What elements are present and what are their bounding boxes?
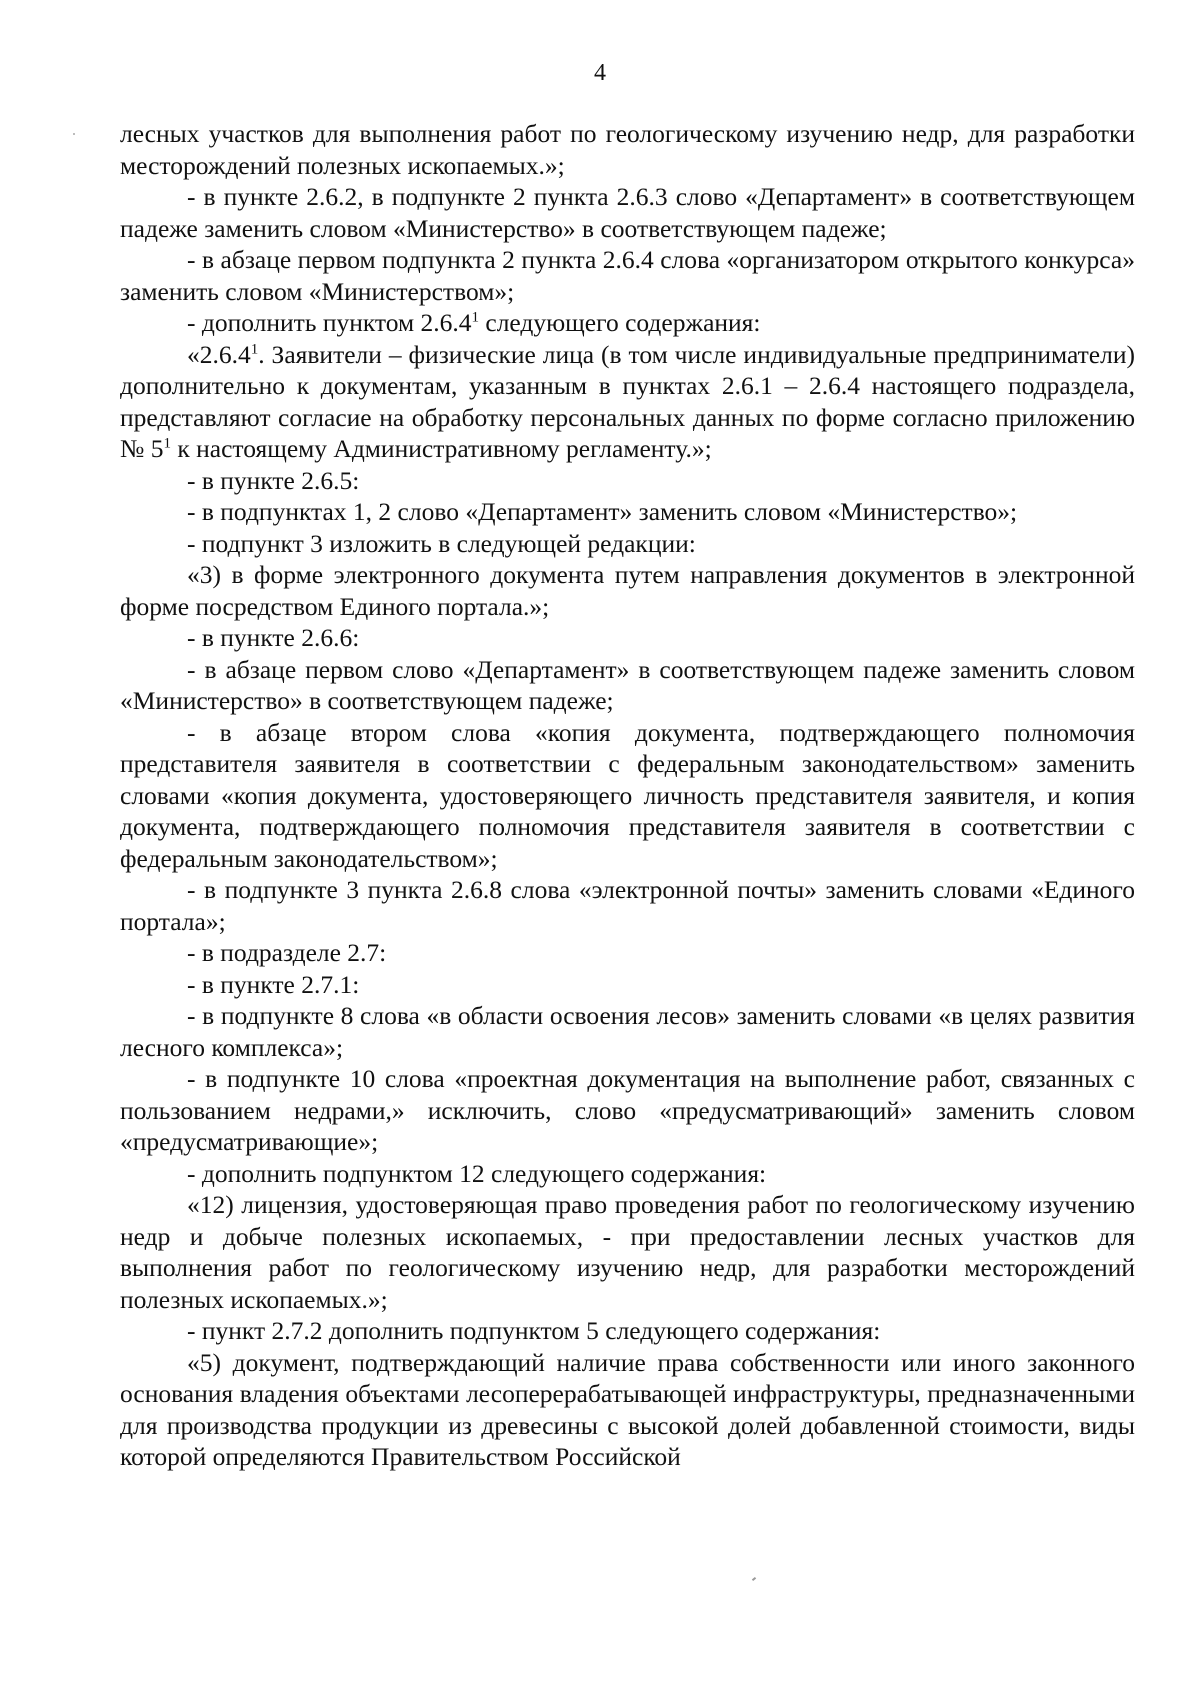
paragraph-16: - в подпункте 8 слова «в области освоения лесов» заменить словами «в целях развития лесного комплекса»; (120, 1001, 1135, 1062)
superscript-1: 1 (471, 309, 479, 326)
paragraph-4-text-start: - дополнить пунктом 2.6.4 (187, 308, 472, 337)
paragraph-4 (120, 307, 1135, 339)
paragraph-5-text-start: «2.6.4 (187, 339, 251, 369)
paragraph-19: «12) лицензия, удостоверяющая право проведения работ по геологическому изучению недр и добыче полезных ископаемых, - при предоставлении лесных участков для выполнения работ по геологическому изучению недр, для разработки месторождений полезных ископаемых.»; (120, 1190, 1135, 1314)
superscript-1: 1 (250, 341, 259, 357)
paragraph-20: - пункт 2.7.2 дополнить подпунктом 5 следующего содержания: (187, 1316, 881, 1345)
paragraph-5-text-middle: . Заявители – физические лица (в том числе индивидуальные предприниматели) дополнительно к документам, указанным в пунктах 2.6.1 – 2.6.4 настоящего подраздела, представляют согласие на обработку персональных данных по форме согласно приложению № 5 (120, 339, 1135, 463)
paragraph-5 (120, 339, 1135, 465)
paragraph-9: «3) в форме электронного документа путем направления документов в электронной форме посредством Единого портала.»; (120, 560, 1135, 621)
paragraph-3: - в абзаце первом подпункта 2 пункта 2.6.4 слова «организатором открытого конкурса» заменить словом «Министерством»; (120, 245, 1135, 306)
paragraph-18: - дополнить подпунктом 12 следующего содержания: (187, 1158, 767, 1188)
paragraph-12: - в абзаце втором слова «копия документа, подтверждающего полномочия представителя заявителя в соответствии с федеральным законодательством» заменить словами «копия документа, удостоверяющего личность представителя заявителя, и копия документа, подтверждающего полномочия представителя заявителя в соответствии с федеральным законодательством»; (120, 717, 1135, 873)
paragraph-10: - в пункте 2.6.6: (187, 623, 360, 652)
paragraph-17: - в подпункте 10 слова «проектная документация на выполнение работ, связанных с пользованием недрами,» исключить, слово «предусматривающий» заменить словом «предусматривающие»; (120, 1064, 1135, 1156)
superscript-1: 1 (163, 435, 171, 452)
paragraph-14: - в подразделе 2.7: (187, 938, 387, 967)
paragraph-2: - в пункте 2.6.2, в подпункте 2 пункта 2.6.3 слово «Департамент» в соответствующем падеже заменить словом «Министерство» в соответствующем падеже; (120, 182, 1135, 243)
paragraph-13: - в подпункте 3 пункта 2.6.8 слова «электронной почты» заменить словами «Единого портала»; (120, 875, 1135, 936)
paragraph-6: - в пункте 2.6.5: (187, 465, 360, 495)
paragraph-1: лесных участков для выполнения работ по геологическому изучению недр, для разработки месторождений полезных ископаемых.»; (120, 119, 1135, 180)
paragraph-11: - в абзаце первом слово «Департамент» в соответствующем падеже заменить словом «Министерство» в соответствующем падеже; (120, 654, 1135, 715)
paragraph-5-text-end: к настоящему Административному регламенту.»; (170, 434, 712, 463)
paragraph-8: - подпункт 3 изложить в следующей редакции: (187, 528, 696, 558)
paragraph-15: - в пункте 2.7.1: (187, 969, 360, 999)
paragraph-4-text-end: следующего содержания: (479, 308, 761, 337)
document-body (120, 118, 1135, 1473)
page-number: 4 (594, 60, 606, 86)
paragraph-7: - в подпунктах 1, 2 слово «Департамент» заменить словом «Министерство»; (187, 497, 1018, 526)
scan-speck (73, 133, 75, 135)
paragraph-21: «5) документ, подтверждающий наличие права собственности или иного законного основания владения объектами лесоперерабатывающей инфраструктуры, предназначенными для производства продукции из древесины с высокой долей добавленной стоимости, виды которой определяются Правительством Российской (120, 1347, 1135, 1471)
scan-artifact (752, 1577, 756, 1581)
